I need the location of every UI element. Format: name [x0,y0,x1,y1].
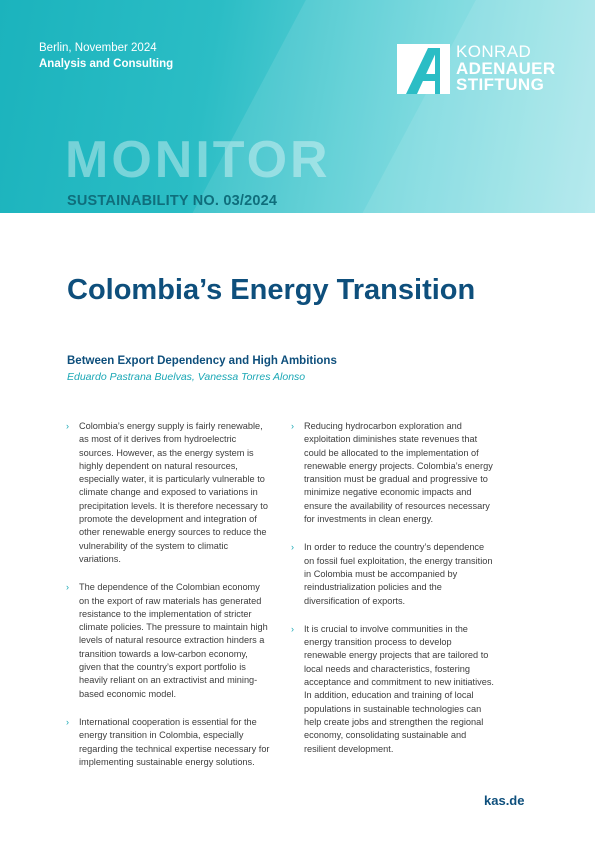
bullet-text: Colombia’s energy supply is fairly renewable, as most of it derives from hydroelectric sources. However, as the energy system is highly dependent on natural resources, especially water, it is particularly vulnerable to climate change and exposed to variations in precipitation levels. It is therefore necessary to promote the development and integration of other renewable energy sources to reduce the vulnerability of the system to climatic variations. [79,421,268,564]
summary-bullet [66,581,271,701]
bullet-text: In order to reduce the country’s dependence on fossil fuel exploitation, the energy transition in Colombia must be accompanied by reindustrialization policies and the diversification of exports. [304,542,493,606]
bullet-text: International cooperation is essential for the energy transition in Colombia, especially regarding the technical expertise necessary for implementing sustainable energy solutions. [79,716,270,767]
summary-bullet [291,623,496,756]
logo-line: STIFTUNG [456,75,545,94]
website-link[interactable]: kas.de [484,793,525,808]
series-issue: SUSTAINABILITY NO. 03/2024 [67,193,278,209]
bullet-text: Reducing hydrocarbon exploration and exploitation diminishes state revenues that could be allocated to the implementation of renewable energy projects. Colombia’s energy transition must be gradual and progressive to minimize negative economic impacts and ensure the availability of resources necessary for investments in clean energy. [304,421,493,525]
bullet-text: It is crucial to involve communities in the energy transition process to develop renewable energy projects that are tailored to local needs and characteristics, fostering acceptance and commitment to new initiatives. In addition, education and training of local populations in sustainable technologies can help create jobs and strengthen the regional economy, consolidating sustainable and resilient development. [304,623,494,754]
logo-line: KONRAD [456,42,532,61]
article-authors: Eduardo Pastrana Buelvas, Vanessa Torres Alonso [67,371,306,383]
summary-bullet [66,420,271,566]
chevron-right-icon: › [66,421,69,431]
summary-column-right [291,420,496,771]
chevron-right-icon: › [291,421,294,431]
series-name: MONITOR [65,131,331,189]
publication-date: Berlin, November 2024 [39,42,157,54]
kas-logo-wordmark [456,44,556,94]
logo-line: ADENAUER [456,58,556,78]
kas-logo-icon [397,44,450,94]
page-title: Colombia’s Energy Transition [67,274,476,306]
summary-bullet [66,716,271,769]
bullet-text: The dependence of the Colombian economy on the export of raw materials has generated resistance to the implementation of stricter climate policies. The pressure to maintain high levels of natural resource extraction hinders a transition towards a low-carbon economy, given that the country’s export portfolio is heavily reliant on an extractivist and mining-based economic model. [79,582,268,699]
article-subtitle: Between Export Dependency and High Ambitions [67,355,337,367]
chevron-right-icon: › [66,716,69,727]
kas-logo[interactable] [397,44,556,96]
header-meta [39,40,173,72]
header-band [0,0,595,213]
publication-unit: Analysis and Consulting [39,58,174,70]
chevron-right-icon: › [291,623,294,634]
summary-bullet [291,541,496,607]
summary-column-left [66,420,271,784]
chevron-right-icon: › [66,582,69,593]
chevron-right-icon: › [291,542,294,553]
summary-bullet [291,420,496,526]
